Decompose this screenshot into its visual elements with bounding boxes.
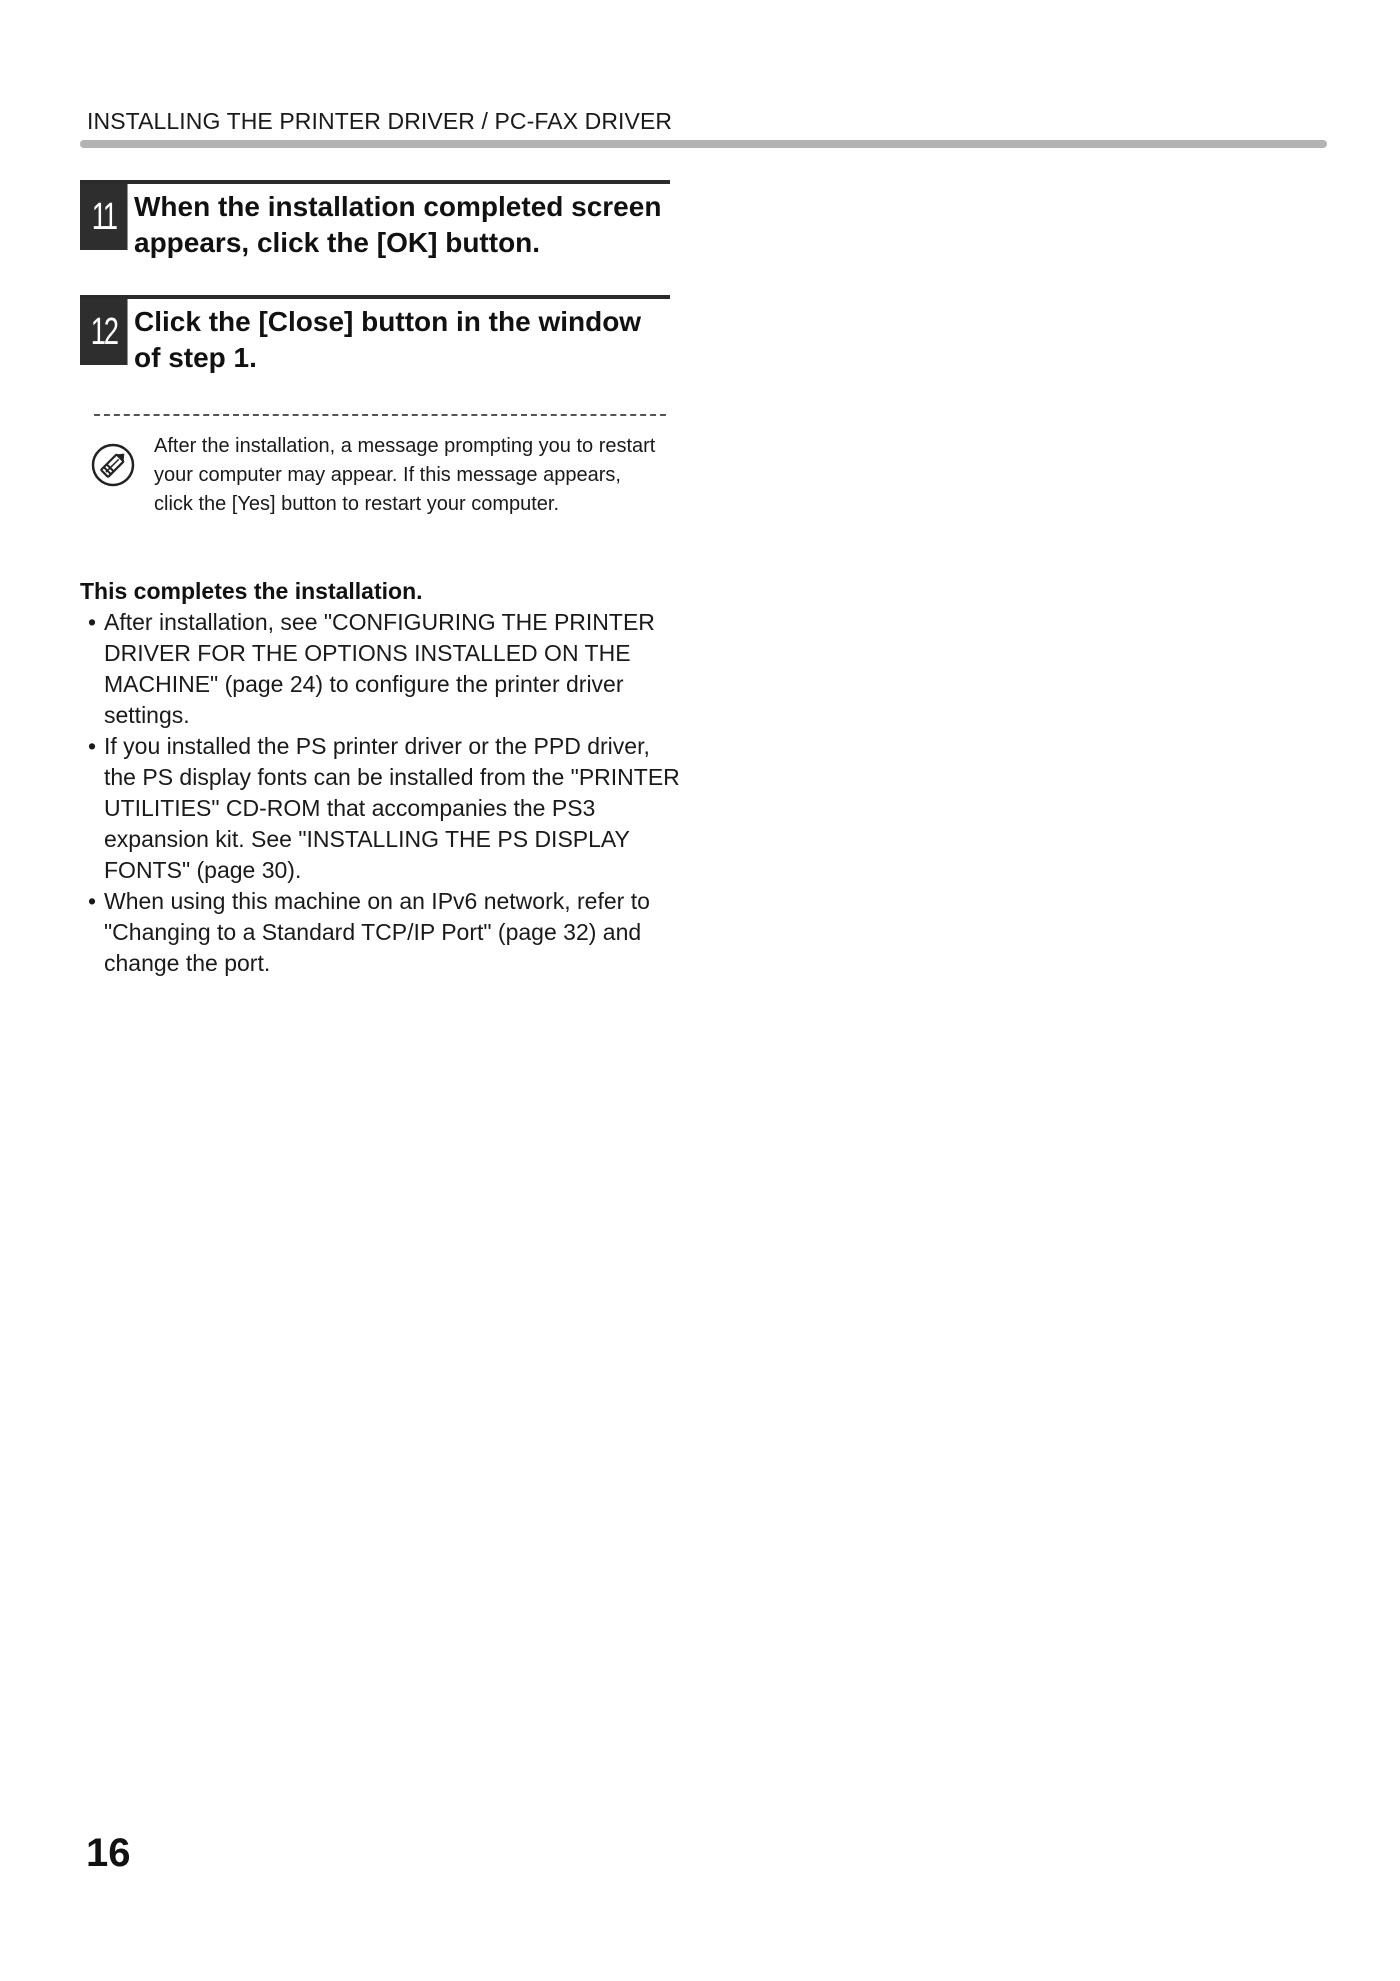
- list-item: [80, 886, 680, 979]
- completion-bullet-list: [80, 607, 680, 979]
- step-instruction: When the installation completed screen appears, click the [OK] button.: [134, 191, 662, 258]
- header-rule: [80, 140, 1327, 148]
- list-item: [80, 731, 680, 886]
- step-instruction: Click the [Close] button in the window of step 1.: [134, 306, 642, 373]
- bullet-text: After installation, see "CONFIGURING THE PRINTER DRIVER FOR THE OPTIONS INSTALLED ON THE MACHINE" (page 24) to configure the printer driver settings.: [104, 609, 655, 728]
- step-11: [80, 180, 670, 258]
- completion-heading: This completes the installation.: [80, 578, 423, 604]
- step-number-badge: 11: [80, 184, 128, 250]
- page-number: 16: [86, 1831, 131, 1875]
- step-12: [80, 295, 670, 373]
- running-header: INSTALLING THE PRINTER DRIVER / PC-FAX DRIVER: [87, 108, 673, 134]
- list-item: [80, 607, 680, 731]
- step-number-badge: 12: [80, 299, 128, 365]
- bullet-icon: •: [88, 888, 97, 914]
- bullet-icon: •: [88, 733, 97, 759]
- pencil-note-icon: [90, 442, 136, 488]
- note-separator: [94, 414, 666, 416]
- bullet-icon: •: [88, 609, 97, 635]
- note-text: After the installation, a message prompting you to restart your computer may appear. If this message appears, click the [Yes] button to restart your computer.: [154, 435, 656, 515]
- bullet-text: If you installed the PS printer driver or the PPD driver, the PS display fonts can be installed from the "PRINTER UTILITIES" CD-ROM that accompanies the PS3 expansion kit. See "INSTALLING THE PS DISPLAY FONTS" (page 30).: [104, 733, 680, 883]
- bullet-text: When using this machine on an IPv6 network, refer to "Changing to a Standard TCP/IP Port" (page 32) and change the port.: [104, 888, 650, 976]
